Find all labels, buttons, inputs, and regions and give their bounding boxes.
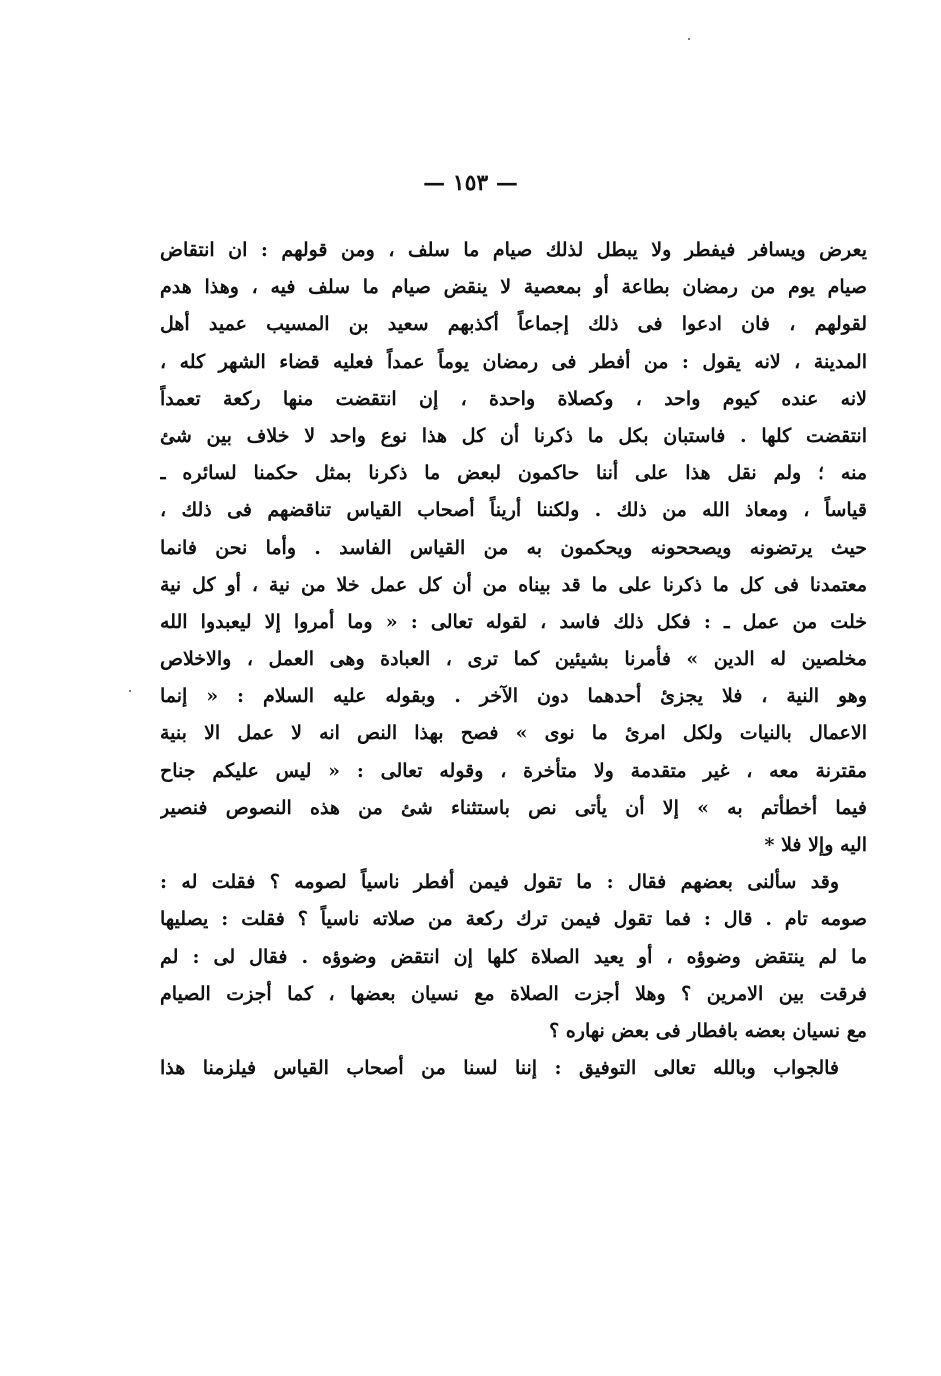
scan-speck (129, 690, 131, 692)
text-line: وهو النية ، فلا يجزئ أحدهما دون الآخر . وبقوله عليه السلام : « إنما (160, 685, 867, 708)
text-line: الاعمال بالنيات ولكل امرئ ما نوى » فصح بهذا النص انه لا عمل الا بنية (160, 722, 867, 745)
text-line: صيام يوم من رمضان بطاعة أو بمعصية لا ينقض صيام ما سلف فيه ، وهذا هدم (160, 276, 867, 299)
text-line: اليه وإلا فلا * (764, 834, 867, 856)
text-line: خلت من عمل ـ : فكل ذلك فاسد ، لقوله تعالى : « وما أمروا إلا ليعبدوا الله (160, 610, 867, 633)
text-line: مع نسيان بعضه بافطار فى بعض نهاره ؟ (549, 1019, 867, 1042)
scan-speck (688, 38, 690, 40)
text-line: المدينة ، لانه يقول : من أفطر فى رمضان يوماً عمداً فعليه قضاء الشهر كله ، (160, 350, 867, 373)
text-line: مخلصين له الدين » فأمرنا بشيئين كما ترى ، العبادة وهى العمل ، والاخلاص (160, 648, 867, 671)
text-line: فيما أخطأتم به » إلا أن يأتى نص باستثناء شئ من هذه النصوص فنصير (160, 796, 867, 819)
text-line: منه ؛ ولم نقل هذا على أننا حاكمون لبعض ما ذكرنا بمثل حكمنا لسائره ـ (160, 462, 867, 485)
text-line: فرقت بين الامرين ؟ وهلا أجزت الصلاة مع نسيان بعضها ، كما أجزت الصيام (160, 982, 867, 1005)
text-line: ما لم ينتقض وضوؤه ، أو يعيد الصلاة كلها إن انتقض وضوؤه . فقال لى : لم (160, 945, 867, 968)
text-line: وقد سألنى بعضهم فقال : ما تقول فيمن أفطر ناسياً لصومه ؟ فقلت له : (160, 871, 839, 894)
text-line: لانه عنده كيوم واحد ، وكصلاة واحدة ، إن انتقضت منها ركعة تعمداً (160, 387, 867, 410)
text-line: معتمدنا فى كل ما ذكرنا على ما قد بيناه من أن كل عمل خلا من نية ، أو كل نية (160, 573, 867, 596)
body-text (160, 232, 867, 1087)
page-number: — ١٥٣ — (423, 170, 518, 196)
text-line: صومه تام . قال : فما تقول فيمن ترك ركعة من صلاته ناسياً ؟ فقلت : يصليها (160, 908, 867, 931)
text-line: حيث يرتضونه ويصححونه ويحكمون به من القياس الفاسد . وأما نحن فانما (160, 536, 867, 559)
text-line: فالجواب وبالله تعالى التوفيق : إننا لسنا من أصحاب القياس فيلزمنا هذا (160, 1057, 839, 1080)
text-line: مقترنة معه ، غير متقدمة ولا متأخرة ، وقوله تعالى : « ليس عليكم جناح (160, 759, 867, 782)
text-line: لقولهم ، فان ادعوا فى ذلك إجماعاً أكذبهم سعيد بن المسيب عميد أهل (160, 313, 867, 336)
text-line: انتقضت كلها . فاستبان بكل ما ذكرنا أن كل هذا نوع واحد لا خلاف بين شئ (160, 424, 867, 447)
text-line: يعرض ويسافر فيفطر ولا يبطل لذلك صيام ما سلف ، ومن قولهم : ان انتقاض (160, 239, 867, 261)
text-line: قياساً ، ومعاذ الله من ذلك . ولكننا أريناً أصحاب القياس تناقضهم فى ذلك ، (160, 499, 867, 522)
